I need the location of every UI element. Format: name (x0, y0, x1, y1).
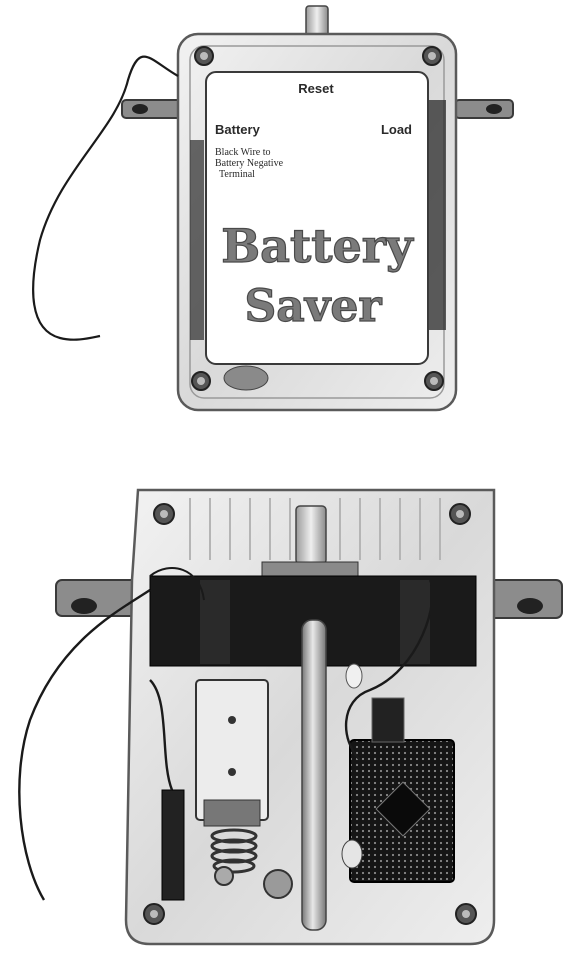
regulator (372, 698, 404, 742)
led (342, 840, 362, 868)
reset-knob (306, 6, 328, 36)
right-bracket-hole (486, 104, 502, 114)
inner-right-part (428, 100, 446, 330)
top-device (33, 6, 513, 410)
relay (196, 680, 268, 820)
wire-note-line3: Terminal (219, 169, 255, 180)
vertical-rod (302, 620, 326, 930)
wire-note-line2: Battery Negative (215, 158, 284, 169)
right-mount-bracket (455, 100, 513, 118)
title-line1: Battery (221, 219, 413, 273)
right-bracket-hole (517, 598, 543, 614)
bottom-device (19, 490, 562, 944)
left-mount-bracket (122, 100, 184, 118)
spring-screw (264, 870, 292, 898)
sensor (346, 664, 362, 688)
inner-left-part (190, 140, 204, 340)
pin-connector (162, 790, 184, 900)
reset-label: Reset (298, 81, 334, 96)
block-segment (200, 580, 230, 664)
battery-label: Battery (215, 122, 260, 137)
title-line2: Saver (244, 281, 382, 332)
left-bracket-hole (71, 598, 97, 614)
wire-note-line1: Black Wire to (215, 147, 271, 158)
relay-terminal (204, 800, 260, 826)
reset-shaft (296, 506, 326, 564)
inner-terminal (224, 366, 268, 390)
small-screw (215, 867, 233, 885)
left-bracket-hole (132, 104, 148, 114)
load-label: Load (380, 122, 412, 137)
